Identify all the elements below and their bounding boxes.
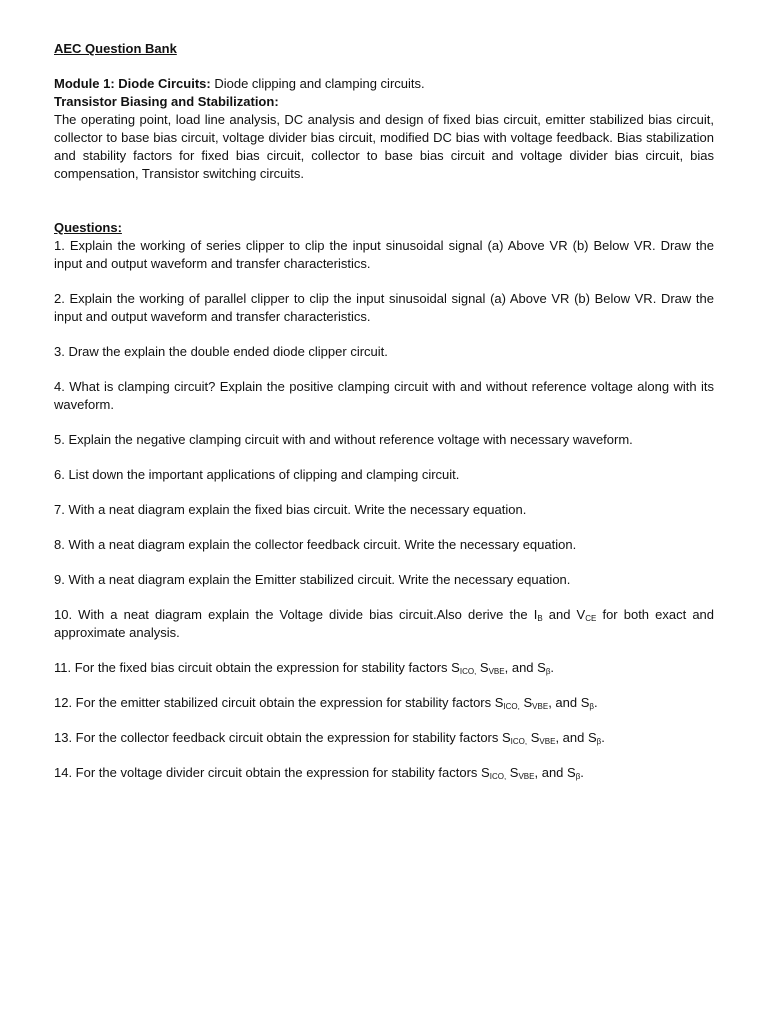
question-3: 3. Draw the explain the double ended diode clipper circuit. [54,344,388,359]
question-2: 2. Explain the working of parallel clipper to clip the input sinusoidal signal (a) Above VR (b) Below VR. Draw the input and output waveform and transfer characteristics. [54,291,714,324]
question-9: 9. With a neat diagram explain the Emitter stabilized circuit. Write the necessary equation. [54,572,571,587]
question-8: 8. With a neat diagram explain the collector feedback circuit. Write the necessary equation. [54,537,577,552]
subscript: β [575,772,581,781]
document-page [54,40,714,799]
question-text: . [601,730,605,745]
question-text: , and S [548,695,590,710]
question-10-text: 10. With a neat diagram explain the Voltage divide bias circuit.Also derive the I [54,607,538,622]
question-5: 5. Explain the negative clamping circuit with and without reference voltage with necessary waveform. [54,432,633,447]
subscript: B [537,614,543,623]
subscript: VBE [539,737,556,746]
question-10-text: for both exact and approximate analysis. [54,607,715,640]
question-4: 4. What is clamping circuit? Explain the positive clamping circuit with and without reference voltage along with its waveform. [54,379,714,412]
question-11 [54,659,714,677]
question-text: S [476,660,489,675]
subscript: VBE [488,667,505,676]
question-text: . [580,765,584,780]
question-text: , and S [534,765,576,780]
question-10-text: and V [542,607,586,622]
question-text: , and S [504,660,546,675]
question-text: 14. For the voltage divider circuit obtain the expression for stability factors S [54,765,490,780]
question-text: 13. For the collector feedback circuit obtain the expression for stability factors S [54,730,511,745]
question-text: . [594,695,598,710]
question-text: . [550,660,555,675]
module-text: Diode clipping and clamping circuits. [210,76,425,91]
question-10 [54,606,714,642]
subscript: VBE [518,772,535,781]
subscript: β [545,667,551,676]
question-text: S [527,730,540,745]
subscript: VBE [532,702,549,711]
question-text: S [519,695,533,710]
spacer [54,58,714,75]
subscript: β [596,737,602,746]
question-text: 12. For the emitter stabilized circuit obtain the expression for stability factors S [54,695,504,710]
document-title: AEC Question Bank [54,41,177,56]
question-7: 7. With a neat diagram explain the fixed bias circuit. Write the necessary equation. [54,502,527,517]
question-text: , and S [555,730,597,745]
question-14 [54,764,714,782]
spacer [54,183,714,219]
subscript: ICO, [489,772,507,781]
subscript: ICO, [503,702,520,711]
section-heading: Transistor Biasing and Stabilization: [54,94,279,109]
question-text: S [506,765,519,780]
module-label: Module 1: Diode Circuits: [54,76,211,91]
question-13 [54,729,714,747]
subscript: ICO, [510,737,528,746]
subscript: β [589,702,594,711]
question-text: 11. For the fixed bias circuit obtain the expression for stability factors S [54,660,460,675]
questions-heading: Questions: [54,220,122,235]
question-12 [54,694,714,712]
question-1: 1. Explain the working of series clipper to clip the input sinusoidal signal (a) Above VR (b) Below VR. Draw the input and output waveform and transfer characteristics. [54,238,714,271]
module-line [54,75,714,93]
subscript: CE [585,614,597,623]
question-6: 6. List down the important applications of clipping and clamping circuit. [54,467,460,482]
syllabus-paragraph: The operating point, load line analysis, DC analysis and design of fixed bias circuit, emitter stabilized bias circuit, collector to base bias circuit, voltage divider bias circuit, modified DC bias with voltage feedback. Bias stabilization and stability factors for fixed bias circuit, collector to base bias circuit and voltage divider bias circuit, bias compensation, Transistor switching circuits. [54,112,714,181]
subscript: ICO, [459,667,477,676]
